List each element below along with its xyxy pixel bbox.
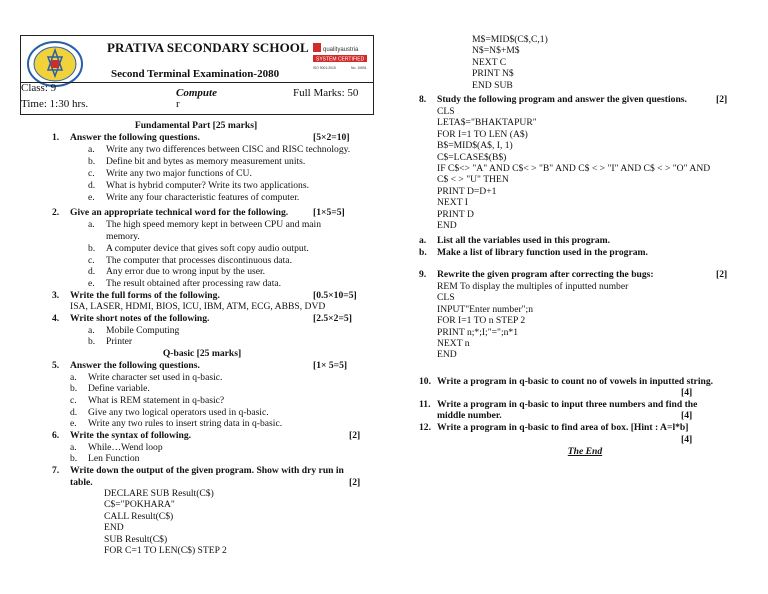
q2c-label: c.	[88, 255, 95, 266]
q4a-label: a.	[88, 325, 95, 336]
q6-marks: [2]	[349, 430, 361, 441]
q1-title: Answer the following questions.	[70, 132, 200, 143]
code-line: PRINT D	[437, 208, 474, 220]
q3-title: Write the full forms of the following.	[70, 290, 220, 301]
q7-title-cont: table.	[70, 477, 93, 488]
q8a-label: a.	[419, 235, 427, 246]
q1e-label: e.	[88, 192, 95, 203]
q3-marks: [0.5×10=5]	[313, 290, 357, 301]
cert-text: SYSTEM CERTIFIED	[316, 56, 365, 63]
q9-title: Rewrite the given program after correcting the bugs:	[437, 269, 654, 280]
code-line: FOR C=1 TO LEN(C$) STEP 2	[104, 544, 227, 556]
q6-number: 6.	[52, 430, 60, 441]
q7-marks: [2]	[349, 477, 361, 488]
code-line: NEXT n	[437, 337, 470, 349]
q9-code	[437, 281, 628, 361]
q8a-text: List all the variables used in this program.	[437, 235, 611, 246]
code-line: END	[104, 522, 124, 534]
q4-number: 4.	[52, 313, 60, 324]
q2e-label: e.	[88, 278, 95, 289]
q1b-label: b.	[88, 156, 96, 167]
code-line: REM To display the multiples of inputted number	[437, 281, 629, 292]
q10-marks: [4]	[681, 387, 693, 398]
q9-marks: [2]	[716, 269, 728, 280]
q1d-label: d.	[88, 180, 96, 191]
q1a-label: a.	[88, 144, 95, 155]
q11-title: Write a program in q-basic to input three numbers and find the	[437, 399, 698, 410]
code-line: C$="POKHARA"	[104, 499, 175, 511]
code-line: CALL Result(C$)	[104, 510, 174, 522]
q11-marks: [4]	[681, 410, 693, 421]
q7-title: Write down the output of the given program. Show with dry run in	[70, 465, 344, 476]
q3-number: 3.	[52, 290, 60, 301]
q4a-text: Mobile Computing	[106, 325, 180, 336]
q5c-label: c.	[70, 395, 77, 406]
school-name: PRATIVA SECONDARY SCHOOL	[107, 40, 309, 55]
q4-title: Write short notes of the following.	[70, 313, 210, 324]
q6-title: Write the syntax of following.	[70, 430, 192, 441]
code-line: NEXT I	[437, 197, 468, 209]
header-divider	[21, 82, 373, 83]
q2-number: 2.	[52, 207, 60, 218]
q1d-text: What is hybrid computer? Write its two applications.	[106, 180, 309, 191]
code-line: FOR I=1 TO n STEP 2	[437, 315, 526, 327]
school-logo-icon	[25, 40, 85, 88]
q5e-label: e.	[70, 418, 77, 429]
q2b-label: b.	[88, 243, 96, 254]
code-line: PRINT N$	[472, 68, 514, 80]
q4-marks: [2.5×2=5]	[313, 313, 352, 324]
q6b-label: b.	[70, 453, 78, 464]
q11-title-cont: middle number.	[437, 410, 502, 421]
q6a-text: While…Wend loop	[88, 442, 163, 453]
q6a-label: a.	[70, 442, 77, 453]
code-line: B$=MID$(A$, I, 1)	[437, 140, 513, 152]
q2-marks: [1×5=5]	[313, 207, 345, 218]
code-line: IF C$<> "A" AND C$< > "B" AND C$ < > "I" AND C$ < > "O" AND	[437, 162, 711, 174]
q2e-text: The result obtained after processing raw data.	[106, 278, 282, 289]
q7-code-cont	[472, 34, 548, 91]
q7-code	[104, 488, 227, 556]
q2-title: Give an appropriate technical word for the following.	[70, 207, 289, 218]
code-line: SUB Result(C$)	[104, 533, 168, 545]
cert-brand: qualityaustria	[323, 47, 359, 53]
q10-number: 10.	[419, 376, 431, 387]
q2d-text: Any error due to wrong input by the user.	[106, 266, 266, 277]
full-marks-label: Full Marks: 50	[293, 87, 359, 99]
code-line: FOR I=1 TO LEN (A$)	[437, 128, 528, 140]
code-line: C$=LCASE$(B$)	[437, 151, 507, 163]
code-line: INPUT"Enter number";n	[437, 303, 534, 315]
code-line: END	[437, 219, 457, 231]
cert-no: No. 10691	[351, 66, 367, 70]
subject-label: Compute r	[176, 87, 217, 111]
section-qbasic: Q-basic [25 marks]	[162, 348, 242, 359]
q9-number: 9.	[419, 269, 427, 280]
q8-title: Study the following program and answer the given questions.	[437, 94, 687, 105]
code-line: C$ < > "U" THEN	[437, 174, 509, 186]
q3-body: ISA, LASER, HDMI, BIOS, ICU, IBM, ATM, ECG, ABBS, DVD	[70, 301, 326, 312]
q5e-text: Write any two rules to insert string data in q-basic.	[88, 418, 283, 429]
q8-number: 8.	[419, 94, 427, 105]
q11-number: 11.	[419, 399, 431, 410]
class-label: Class: 9	[21, 82, 57, 94]
q2a-text: The high speed memory kept in between CPU and main	[106, 219, 322, 230]
code-line: CLS	[437, 106, 455, 117]
q4b-label: b.	[88, 336, 96, 347]
quality-austria-logo-icon	[313, 41, 367, 71]
code-line: N$=N$+M$	[472, 45, 520, 57]
q5-marks: [1× 5=5]	[313, 360, 348, 371]
q12-title: Write a program in q-basic to find area of box. [Hint : A=l*b]	[437, 422, 689, 433]
q1b-text: Define bit and bytes as memory measurement units.	[106, 156, 306, 167]
q8b-label: b.	[419, 247, 427, 258]
the-end-label: The End	[567, 446, 603, 457]
q5d-text: Give any two logical operators used in q-basic.	[88, 407, 269, 418]
code-line: END SUB	[472, 79, 513, 91]
q1-marks: [5×2=10]	[313, 132, 350, 143]
q4b-text: Printer	[106, 336, 133, 347]
q5b-text: Define variable.	[88, 383, 150, 394]
section-fundamental: Fundamental Part [25 marks]	[134, 120, 258, 131]
code-line: LETA$="BHAKTAPUR"	[437, 117, 537, 129]
code-line: M$=MID$(C$,C,1)	[472, 34, 548, 45]
q2d-label: d.	[88, 266, 96, 277]
q5c-text: What is REM statement in q-basic?	[88, 395, 225, 406]
q5a-text: Write character set used in q-basic.	[88, 372, 223, 383]
q12-marks: [4]	[681, 434, 693, 445]
code-line: PRINT n;*;I;"=";n*1	[437, 326, 519, 338]
cert-iso: ISO 9001:2015	[313, 66, 336, 70]
time-label: Time: 1:30 hrs.	[21, 98, 89, 110]
q1c-text: Write any two major functions of CU.	[106, 168, 252, 179]
q2b-text: A computer device that gives soft copy audio output.	[106, 243, 309, 254]
q6b-text: Len Function	[88, 453, 140, 464]
q5-title: Answer the following questions.	[70, 360, 200, 371]
q1c-label: c.	[88, 168, 95, 179]
q2a-text-cont: memory.	[106, 231, 140, 242]
q1e-text: Write any four characteristic features of computer.	[106, 192, 300, 203]
code-line: PRINT D=D+1	[437, 185, 497, 197]
q5a-label: a.	[70, 372, 77, 383]
q2c-text: The computer that processes discontinuous data.	[106, 255, 292, 266]
q1-number: 1.	[52, 132, 60, 143]
code-line: NEXT C	[472, 56, 507, 68]
q5-number: 5.	[52, 360, 60, 371]
q10-title: Write a program in q-basic to count no of vowels in inputted string.	[437, 376, 714, 387]
code-line: CLS	[437, 292, 455, 304]
q8-marks: [2]	[716, 94, 728, 105]
q2a-label: a.	[88, 219, 95, 230]
exam-title: Second Terminal Examination-2080	[111, 68, 280, 80]
q5b-label: b.	[70, 383, 78, 394]
exam-header	[20, 35, 374, 115]
q7-number: 7.	[52, 465, 60, 476]
q8b-text: Make a list of library function used in the program.	[437, 247, 648, 258]
q12-number: 12.	[419, 422, 431, 433]
code-line: END	[437, 349, 457, 361]
q5d-label: d.	[70, 407, 78, 418]
q8-code	[437, 106, 710, 231]
code-line: DECLARE SUB Result(C$)	[104, 488, 214, 499]
q1a-text: Write any two differences between CISC and RISC technology.	[106, 144, 351, 155]
